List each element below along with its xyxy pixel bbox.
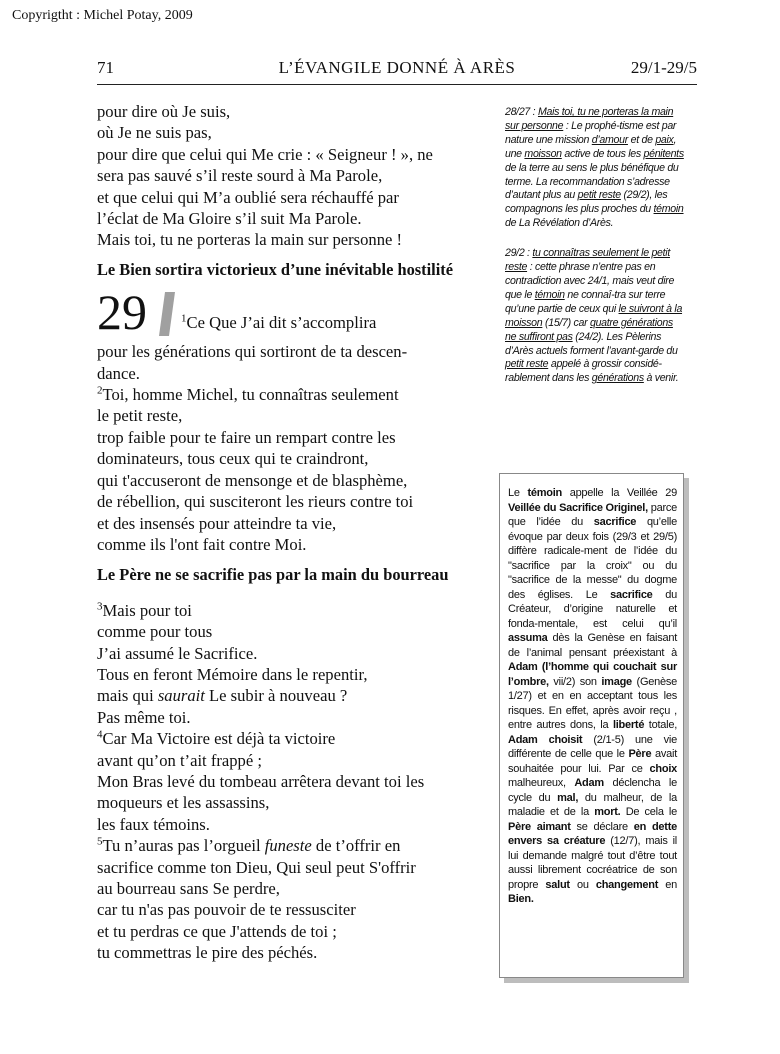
- text-line: les faux témoins.: [97, 814, 210, 834]
- bold-term: Veillée du Sacrifice Originel,: [508, 501, 648, 514]
- underlined-phrase: témoin: [653, 203, 684, 216]
- bold-term: Adam choisit: [508, 733, 583, 746]
- text-line: Tous en feront Mémoire dans le repentir,: [97, 664, 368, 684]
- bold-term: image: [601, 675, 632, 688]
- verse-number: 2: [97, 384, 103, 397]
- bold-term: Père aimant: [508, 820, 571, 833]
- verse-number: 5: [97, 835, 103, 848]
- text-block-4: [97, 621, 499, 685]
- verse-3-first-line: [97, 600, 499, 621]
- underlined-phrase: pénitents: [643, 147, 684, 160]
- box-text: De cela le: [620, 806, 677, 818]
- text-line: dominateurs, tous ceux qui te craindront,: [97, 449, 369, 469]
- margin-note-28-27: [505, 106, 685, 231]
- note-text: à venir.: [643, 372, 679, 385]
- text-line: sacrifice comme ton Dieu, Qui seul peut S'offrir: [97, 857, 416, 877]
- chapter-start: [97, 284, 499, 341]
- text-block-2: [97, 341, 499, 384]
- verse-text: Toi, homme Michel, tu connaîtras seulement: [102, 385, 399, 405]
- italic-word: funeste: [264, 836, 312, 856]
- verse-text: Ce Que J’ai dit s’accomplira: [186, 313, 377, 333]
- text-line: dance.: [97, 363, 140, 383]
- text-line: tu commettras le pire des péchés.: [97, 943, 318, 963]
- box-text: parce que l’idée du: [508, 501, 677, 528]
- bold-term: choix: [649, 762, 677, 775]
- text-line: pour dire que celui qui Me crie : « Seigneur ! », ne: [97, 144, 433, 164]
- bold-term: mal,: [557, 791, 579, 804]
- margin-notes: [505, 106, 685, 402]
- verse-2-first-line: [97, 384, 499, 405]
- underlined-phrase: d’amour: [591, 133, 628, 146]
- text-line: et que celui qui M’a oublié sera réchauffé par: [97, 187, 399, 207]
- text-line: [97, 685, 499, 706]
- text-line: comme pour tous: [97, 622, 213, 642]
- text-line: Mon Bras levé du tombeau arrêtera devant toi les: [97, 771, 425, 791]
- box-text: malheureux,: [508, 777, 575, 789]
- bold-term: témoin: [527, 487, 562, 499]
- note-text: (15/7) car: [542, 316, 590, 329]
- bold-term: Père: [628, 748, 652, 760]
- note-text: ne connaî-tra sur terre qu’une partie de ceux qui: [505, 288, 666, 315]
- verse-1-first-line: [181, 312, 376, 333]
- verse-4-first-line: [97, 728, 499, 749]
- note-text: : cette phrase n’entre pas en contradiction avec 24/1, mais veut dire que le: [505, 261, 675, 301]
- text-block-1: [97, 101, 499, 251]
- box-text: se déclare: [570, 820, 634, 833]
- text-line: où Je ne suis pas,: [97, 123, 212, 143]
- bold-term: changement: [595, 878, 659, 891]
- bold-term: assuma: [508, 632, 548, 644]
- header-rule: [97, 84, 697, 85]
- underlined-phrase: petit reste: [577, 189, 621, 202]
- text-line: moqueurs et les assassins,: [97, 793, 270, 813]
- box-text: ou: [569, 878, 596, 891]
- section-heading-2: Le Père ne se sacrifie pas par la main du bourreau: [97, 565, 449, 585]
- note-text: 28/27 :: [505, 106, 538, 118]
- note-text: de La Révélation d’Arès.: [505, 217, 614, 230]
- note-text: de la terre au sens le plus bénéfique du terme. La recommandation s’adresse d’autant plus au: [505, 161, 679, 202]
- commentary-box: [499, 473, 684, 978]
- box-text: Le: [508, 487, 528, 499]
- bold-term: mort.: [594, 806, 621, 818]
- verse-text: de t’offrir en: [311, 836, 401, 856]
- text-span: mais qui: [97, 686, 158, 706]
- text-line: l’éclat de Ma Gloire s’il suit Ma Parole.: [97, 209, 362, 229]
- text-line: car tu n'as pas pouvoir de te ressusciter: [97, 900, 356, 920]
- text-line: qui t'accuseront de mensonge et de blasphème,: [97, 470, 408, 490]
- bold-term: sacrifice: [593, 516, 637, 528]
- text-line: le petit reste,: [97, 406, 183, 426]
- text-line: pour dire où Je suis,: [97, 102, 231, 121]
- note-text: : Le prophé-tisme est par nature une mission: [505, 119, 677, 146]
- box-text: en: [658, 878, 677, 891]
- box-text: dès la Genèse en faisant de l’animal pensant préexistant à: [508, 632, 677, 659]
- verse-number: 3: [97, 600, 103, 613]
- text-line: sera pas sauvé s’il reste sourd à Ma Parole,: [97, 166, 383, 186]
- note-text: (24/2). Les Pèlerins d’Arès actuels forment l’avant-garde du: [505, 330, 678, 357]
- underlined-phrase: Mais toi, tu ne porteras la main sur personne: [505, 106, 674, 132]
- verse-text: Tu n’auras pas l’orgueil: [102, 836, 265, 856]
- underlined-phrase: moisson: [524, 147, 562, 160]
- box-text: avait souhaitée pour lui. Par ce: [508, 748, 677, 775]
- note-text: appelé à grossir considé-rablement dans les: [505, 358, 662, 385]
- bold-term: Adam: [574, 777, 604, 789]
- page-number: 71: [97, 58, 114, 77]
- text-line: pour les générations qui sortiront de ta descen-: [97, 342, 408, 362]
- box-text: (2/1-5) une vie différente de celle que le: [508, 733, 677, 760]
- page-header: [97, 58, 697, 80]
- verse-text: Car Ma Victoire est déjà ta victoire: [102, 729, 336, 749]
- box-text: (12/7), mais il lui demande malgré tout d’être tout aussi librement cocréatrice de son propre: [508, 835, 678, 891]
- note-text: , une: [505, 133, 677, 160]
- underlined-phrase: tu connaîtras seulement le petit reste: [505, 247, 670, 274]
- text-span: Le subir à nouveau ?: [204, 686, 348, 706]
- note-text: 29/2 :: [505, 247, 533, 260]
- note-text: et de: [627, 133, 656, 146]
- text-line: comme ils l'ont fait contre Moi.: [97, 534, 307, 554]
- running-title: L’ÉVANGILE DONNÉ À ARÈS: [278, 58, 516, 77]
- bold-term: en dette envers sa créature: [508, 820, 677, 847]
- text-line: et des insensés pour atteindre ta vie,: [97, 513, 337, 533]
- italic-word: saurait: [157, 686, 205, 706]
- text-line: avant qu’on t’ait frappé ;: [97, 750, 262, 770]
- bold-term: liberté: [612, 719, 645, 731]
- note-text: active de tous les: [561, 147, 644, 160]
- verse-reference: 29/1-29/5: [630, 58, 697, 77]
- underlined-phrase: quatre générations ne suffiront pas: [505, 316, 673, 343]
- text-line: Pas même toi.: [97, 707, 191, 727]
- box-text: qu’elle évoque par deux fois (29/3 et 29/5) diffère radicale-ment de l’idée du "sacrifice par la croix" ou du "sacrifice de la messe" du dogme des églises. Le: [508, 516, 677, 601]
- verse-5-first-line: [97, 835, 499, 856]
- bold-term: salut: [545, 878, 570, 891]
- bold-term: Adam (l’homme qui couchait sur l’ombre,: [508, 661, 677, 688]
- underlined-phrase: témoin: [534, 288, 565, 301]
- chapter-number: 29: [97, 284, 147, 341]
- verse-number: 4: [97, 728, 103, 741]
- text-line: trop faible pour te faire un rempart contre les: [97, 427, 396, 447]
- box-text: appelle la Veillée 29: [562, 487, 677, 499]
- box-text: vii/2) son: [548, 675, 602, 688]
- bold-term: sacrifice: [610, 588, 653, 601]
- underlined-phrase: le suivront à la moisson: [505, 302, 683, 329]
- text-line: de rébellion, qui susciteront les rieurs contre toi: [97, 492, 414, 512]
- note-text: (29/2), les compagnons les plus proches du: [505, 189, 668, 216]
- copyright-notice: Copyrigtht : Michel Potay, 2009: [12, 8, 193, 23]
- verse-text: Mais pour toi: [102, 600, 192, 620]
- text-line: et tu perdras ce que J'attends de toi ;: [97, 921, 337, 941]
- text-block-3: [97, 405, 499, 555]
- margin-note-29-2: [505, 247, 685, 386]
- text-block-5: [97, 750, 499, 836]
- bold-term: Bien.: [508, 893, 534, 905]
- box-text: du Créateur, d’origine naturelle et fonda-mentale, est celui qu’il: [508, 588, 678, 630]
- box-text: totale,: [644, 719, 677, 731]
- verse-number: 1: [181, 312, 187, 325]
- box-text: déclencha le cycle du: [508, 777, 677, 804]
- underlined-phrase: petit reste: [505, 358, 549, 371]
- box-text: (Genèse 1/27) et en en acceptant tous les risques. En effet, après avoir reçu , entre autres dons, la: [508, 675, 677, 731]
- underlined-phrase: générations: [591, 372, 644, 385]
- text-line: Mais toi, tu ne porteras la main sur personne !: [97, 230, 403, 250]
- chapter-slash-ornament: [159, 292, 175, 336]
- text-line: au bourreau sans Se perdre,: [97, 879, 280, 898]
- text-line: J’ai assumé le Sacrifice.: [97, 643, 258, 663]
- section-heading-1: Le Bien sortira victorieux d’une inévitable hostilité: [97, 259, 454, 279]
- text-block-6: [97, 857, 499, 964]
- underlined-phrase: paix: [655, 133, 674, 146]
- main-text-column: [97, 101, 499, 964]
- box-text: du malheur, de la maladie et de la: [508, 791, 677, 818]
